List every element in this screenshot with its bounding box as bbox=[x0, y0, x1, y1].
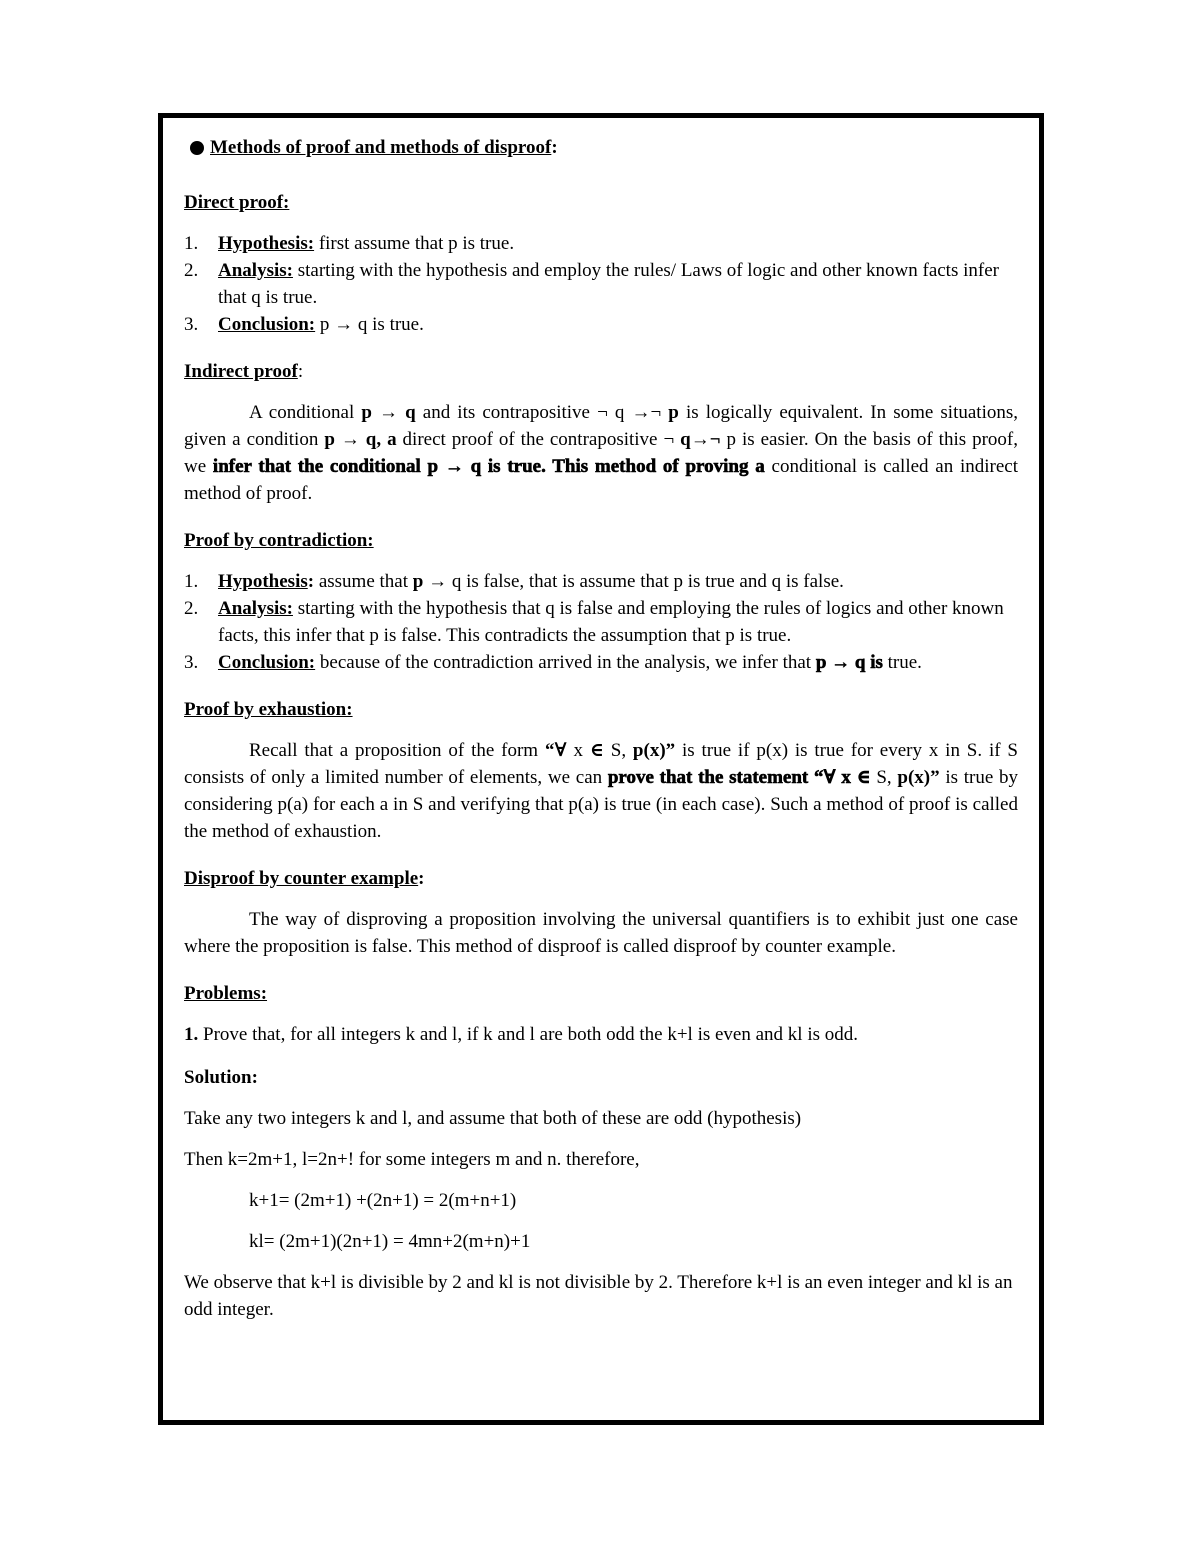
problem-statement: 1. Prove that, for all integers k and l, if k and l are both odd the k+l is even and kl is odd. bbox=[184, 1024, 858, 1045]
equation-product: kl= (2m+1)(2n+1) = 4mn+2(m+n)+1 bbox=[249, 1231, 531, 1252]
problems-section bbox=[184, 980, 1018, 1323]
disproof-paragraph: The way of disproving a proposition involving the universal quantifiers is to exhibit just one case where the proposition is false. This method of disproof is called disproof by counter example. bbox=[184, 909, 1018, 957]
equation-sum: k+1= (2m+1) +(2n+1) = 2(m+n+1) bbox=[249, 1190, 517, 1211]
solution-line-1: Take any two integers k and l, and assume that both of these are odd (hypothesis) bbox=[184, 1108, 802, 1129]
direct-proof-section bbox=[184, 189, 1018, 338]
indirect-proof-heading: Indirect proof: bbox=[184, 361, 304, 382]
exhaustion-section bbox=[184, 696, 1018, 845]
list-item: 2. Analysis: starting with the hypothesis and employ the rules/ Laws of logic and other known facts infer that q is true. bbox=[184, 260, 999, 308]
list-item: 2. Analysis: starting with the hypothesis that q is false and employing the rules of logics and other known facts, this infer that p is false. This contradicts the assumption that p is true. bbox=[184, 598, 1004, 646]
list-item: 3. Conclusion: p → q is true. bbox=[184, 314, 424, 335]
solution-label: Solution: bbox=[184, 1067, 258, 1088]
contradiction-steps bbox=[184, 568, 1018, 676]
list-item: 1. Hypothesis: first assume that p is true. bbox=[184, 233, 515, 254]
indirect-proof-paragraph: A conditional p → q and its contrapositive ¬ q →¬ p is logically equivalent. In some situations, given a condition p → q, a direct proof of the contrapositive ¬ q→¬ p is easier. On the basis of this proof, we infer that the conditional p → q is true. This method of proving a conditional is called an indirect method of proof. bbox=[184, 402, 1019, 504]
solution-conclusion: We observe that k+l is divisible by 2 and kl is not divisible by 2. Therefore k+l is an even integer and kl is an odd integer. bbox=[184, 1272, 1013, 1320]
disproof-heading: Disproof by counter example: bbox=[184, 868, 425, 889]
document-body bbox=[184, 128, 1018, 1323]
solution-line-2: Then k=2m+1, l=2n+! for some integers m and n. therefore, bbox=[184, 1149, 640, 1170]
problems-heading: Problems: bbox=[184, 983, 268, 1004]
direct-proof-heading: Direct proof: bbox=[184, 192, 290, 213]
page-title: Methods of proof and methods of disproof: bbox=[184, 134, 1018, 161]
exhaustion-heading: Proof by exhaustion: bbox=[184, 699, 353, 720]
exhaustion-paragraph: Recall that a proposition of the form “∀ x ∈ S, p(x)” is true if p(x) is true for every x in S. if S consists of only a limited number of elements, we can prove that the statement “∀ x ∈ S, p(x)” is true by considering p(a) for each a in S and verifying that p(a) is true (in each case). Such a method of proof is called the method of exhaustion. bbox=[184, 740, 1018, 842]
bullet-icon bbox=[190, 141, 204, 155]
contradiction-section bbox=[184, 527, 1018, 676]
list-item: 3. Conclusion: because of the contradiction arrived in the analysis, we infer that p → q is true. bbox=[184, 652, 922, 673]
list-item: 1. Hypothesis: assume that p → q is false, that is assume that p is true and q is false. bbox=[184, 571, 844, 592]
contradiction-heading: Proof by contradiction: bbox=[184, 530, 374, 551]
indirect-proof-section bbox=[184, 358, 1018, 507]
direct-proof-steps bbox=[184, 230, 1018, 338]
disproof-section bbox=[184, 865, 1018, 960]
title-text: Methods of proof and methods of disproof bbox=[210, 137, 552, 158]
